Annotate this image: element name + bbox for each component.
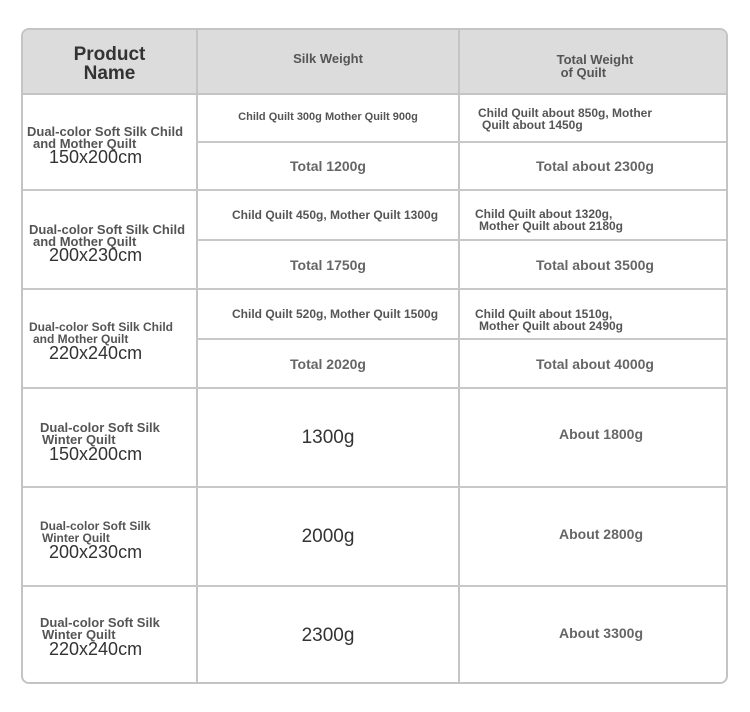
silk-total-cell: Total 1750g [290,256,366,273]
total-total-cell: Total about 2300g [536,158,654,174]
silk-weight-cell: 1300g [301,426,355,448]
product-size: 220x240cm [49,639,143,659]
header-silk-weight: Silk Weight [293,51,363,66]
silk-total-cell: Total 1200g [290,158,366,174]
header-product-name-line2: Name [83,62,136,84]
product-size: 200x230cm [49,542,143,562]
header-total-weight-line2: of Quilt [560,65,607,80]
total-detail-cell: Child Quilt about 1510g, Mother Quilt about 2490g [475,307,624,333]
product-size: 220x240cm [49,343,143,363]
product-name-line1: Dual-color Soft Silk Child [29,320,174,334]
product-name-cell [40,617,196,658]
product-size: 200x230cm [49,245,143,265]
header-total-weight-line1: Total Weight [556,52,634,67]
silk-detail-cell: Child Quilt 450g, Mother Quilt 1300g [232,208,439,222]
header-product-name-line1: Product [73,43,146,65]
product-name-line2: Winter Quilt [42,432,116,447]
product-name-cell [40,520,196,561]
product-name-line1: Dual-color Soft Silk [40,519,151,533]
product-name-cell [40,422,196,463]
product-size: 150x200cm [49,444,143,464]
product-name-line2: and Mother Quilt [33,136,137,151]
product-name-cell [29,224,197,264]
total-total-cell: Total about 4000g [536,355,654,372]
total-detail-cell: Child Quilt about 1320g, Mother Quilt about 2180g [475,207,624,233]
product-name-line2: and Mother Quilt [33,234,137,249]
header-product-name [23,30,196,93]
product-name-line1: Dual-color Soft Silk [40,420,160,435]
total-weight-cell: About 2800g [558,526,643,542]
product-name-line2: Winter Quilt [42,627,116,642]
silk-detail-cell: Child Quilt 300g Mother Quilt 900g [238,111,418,123]
total-detail-cell: Child Quilt about 850g, Mother Quilt about 1450g [478,106,652,132]
total-weight-cell: About 1800g [558,426,643,442]
product-name-line1: Dual-color Soft Silk [40,615,160,630]
product-name-cell [29,321,197,362]
silk-weight-cell: 2300g [301,624,355,646]
product-name-line1: Dual-color Soft Silk Child [27,124,184,139]
weight-table [21,28,728,684]
product-size: 150x200cm [49,147,143,167]
total-weight-cell: About 3300g [558,625,643,641]
product-name-cell [27,126,195,166]
silk-detail-cell: Child Quilt 520g, Mother Quilt 1500g [232,307,439,321]
product-name-line1: Dual-color Soft Silk Child [29,222,186,237]
product-name-line2: Winter Quilt [42,531,110,545]
product-name-line2: and Mother Quilt [33,332,129,346]
header-total-weight [460,30,728,93]
total-total-cell: Total about 3500g [536,256,654,273]
silk-total-cell: Total 2020g [290,355,366,372]
silk-weight-cell: 2000g [301,525,355,547]
